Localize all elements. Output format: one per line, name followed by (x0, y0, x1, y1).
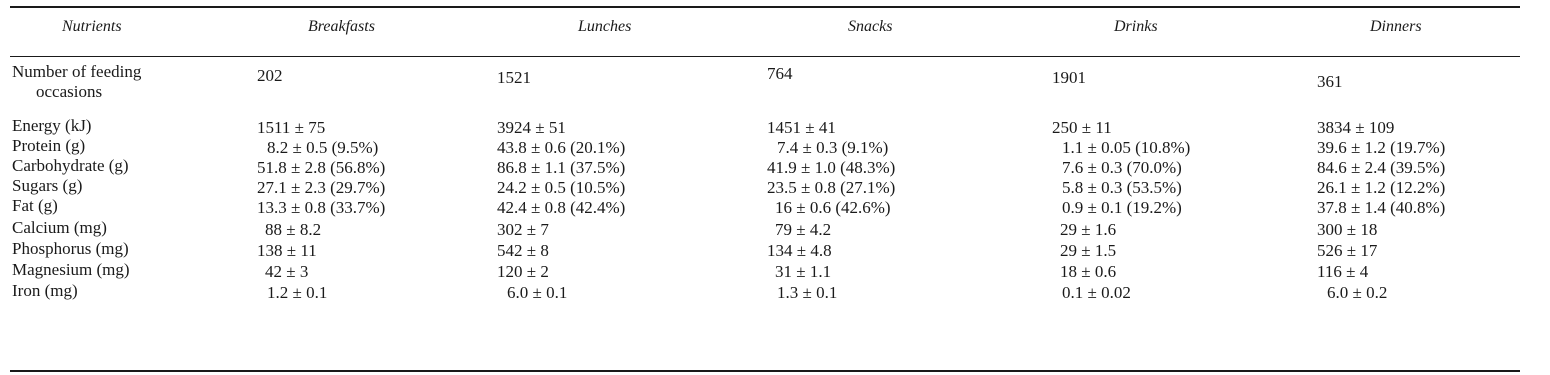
table-cell: 29 ± 1.6 (1060, 220, 1117, 239)
table-cell: 13.3 ± 0.8 (33.7%) (257, 198, 386, 217)
row-label (12, 239, 129, 259)
table-top-rule (10, 6, 1520, 8)
table-cell: 1511 ± 75 (257, 118, 326, 137)
row-label-line: Energy (kJ) (12, 116, 92, 135)
row-label (12, 218, 107, 238)
table-cell: 6.0 ± 0.1 (507, 283, 568, 302)
table-cell: 138 ± 11 (257, 241, 317, 260)
table-cell: 1901 (1052, 68, 1086, 87)
table-cell: 16 ± 0.6 (42.6%) (775, 198, 891, 217)
column-header-drinks: Drinks (1114, 18, 1158, 35)
table-cell: 84.6 ± 2.4 (39.5%) (1317, 158, 1446, 177)
row-label-line: Phosphorus (mg) (12, 239, 129, 258)
table-cell: 0.1 ± 0.02 (1062, 283, 1131, 302)
row-label-line: Calcium (mg) (12, 218, 107, 237)
row-label-line: occasions (36, 82, 103, 101)
table-cell: 86.8 ± 1.1 (37.5%) (497, 158, 626, 177)
table-cell: 764 (767, 64, 793, 83)
table-cell: 7.4 ± 0.3 (9.1%) (777, 138, 889, 157)
table-cell: 250 ± 11 (1052, 118, 1112, 137)
table-cell: 27.1 ± 2.3 (29.7%) (257, 178, 386, 197)
table-cell: 526 ± 17 (1317, 241, 1378, 260)
table-cell: 300 ± 18 (1317, 220, 1378, 239)
column-header-snacks: Snacks (848, 18, 893, 35)
table-cell: 116 ± 4 (1317, 262, 1369, 281)
table-cell: 5.8 ± 0.3 (53.5%) (1062, 178, 1182, 197)
row-label-line: Iron (mg) (12, 281, 78, 300)
table-cell: 41.9 ± 1.0 (48.3%) (767, 158, 896, 177)
column-header-dinners: Dinners (1370, 18, 1422, 35)
table-cell: 7.6 ± 0.3 (70.0%) (1062, 158, 1182, 177)
table-cell: 37.8 ± 1.4 (40.8%) (1317, 198, 1446, 217)
table-cell: 8.2 ± 0.5 (9.5%) (267, 138, 379, 157)
row-label (12, 260, 130, 280)
table-cell: 0.9 ± 0.1 (19.2%) (1062, 198, 1182, 217)
table-cell: 6.0 ± 0.2 (1327, 283, 1388, 302)
row-label-line: Magnesium (mg) (12, 260, 130, 279)
table-cell: 302 ± 7 (497, 220, 549, 239)
row-label (12, 196, 58, 216)
table-cell: 1.2 ± 0.1 (267, 283, 328, 302)
row-label (12, 136, 85, 156)
table-cell: 31 ± 1.1 (775, 262, 832, 281)
table-cell: 1521 (497, 68, 531, 87)
row-label-line: Protein (g) (12, 136, 86, 155)
row-label (12, 156, 129, 176)
column-header-lunches: Lunches (578, 18, 632, 35)
table-cell: 542 ± 8 (497, 241, 549, 260)
table-cell: 361 (1317, 72, 1343, 91)
table-cell: 43.8 ± 0.6 (20.1%) (497, 138, 626, 157)
table-cell: 51.8 ± 2.8 (56.8%) (257, 158, 386, 177)
table-cell: 42 ± 3 (265, 262, 309, 281)
row-label (12, 281, 78, 301)
table-cell: 1.3 ± 0.1 (777, 283, 838, 302)
table-cell: 26.1 ± 1.2 (12.2%) (1317, 178, 1446, 197)
table-cell: 202 (257, 66, 283, 85)
table-cell: 39.6 ± 1.2 (19.7%) (1317, 138, 1446, 157)
table-cell: 18 ± 0.6 (1060, 262, 1117, 281)
table-cell: 24.2 ± 0.5 (10.5%) (497, 178, 626, 197)
row-label-line: Fat (g) (12, 196, 58, 215)
table-cell: 1.1 ± 0.05 (10.8%) (1062, 138, 1191, 157)
table-cell: 120 ± 2 (497, 262, 549, 281)
row-label-line: Carbohydrate (g) (12, 156, 129, 175)
table-bottom-rule (10, 370, 1520, 372)
table-cell: 1451 ± 41 (767, 118, 836, 137)
row-label-line: Number of feeding (12, 62, 142, 81)
column-header-breakfasts: Breakfasts (308, 18, 375, 35)
row-label (12, 62, 141, 102)
table-header-rule (10, 56, 1520, 57)
table-cell: 23.5 ± 0.8 (27.1%) (767, 178, 896, 197)
table-cell: 3924 ± 51 (497, 118, 566, 137)
table-cell: 3834 ± 109 (1317, 118, 1395, 137)
column-header-nutrients: Nutrients (62, 18, 122, 35)
row-label (12, 176, 82, 196)
table-cell: 88 ± 8.2 (265, 220, 322, 239)
table-cell: 29 ± 1.5 (1060, 241, 1117, 260)
table-cell: 42.4 ± 0.8 (42.4%) (497, 198, 626, 217)
table-cell: 79 ± 4.2 (775, 220, 832, 239)
row-label-line: Sugars (g) (12, 176, 83, 195)
row-label (12, 116, 91, 136)
table-cell: 134 ± 4.8 (767, 241, 832, 260)
